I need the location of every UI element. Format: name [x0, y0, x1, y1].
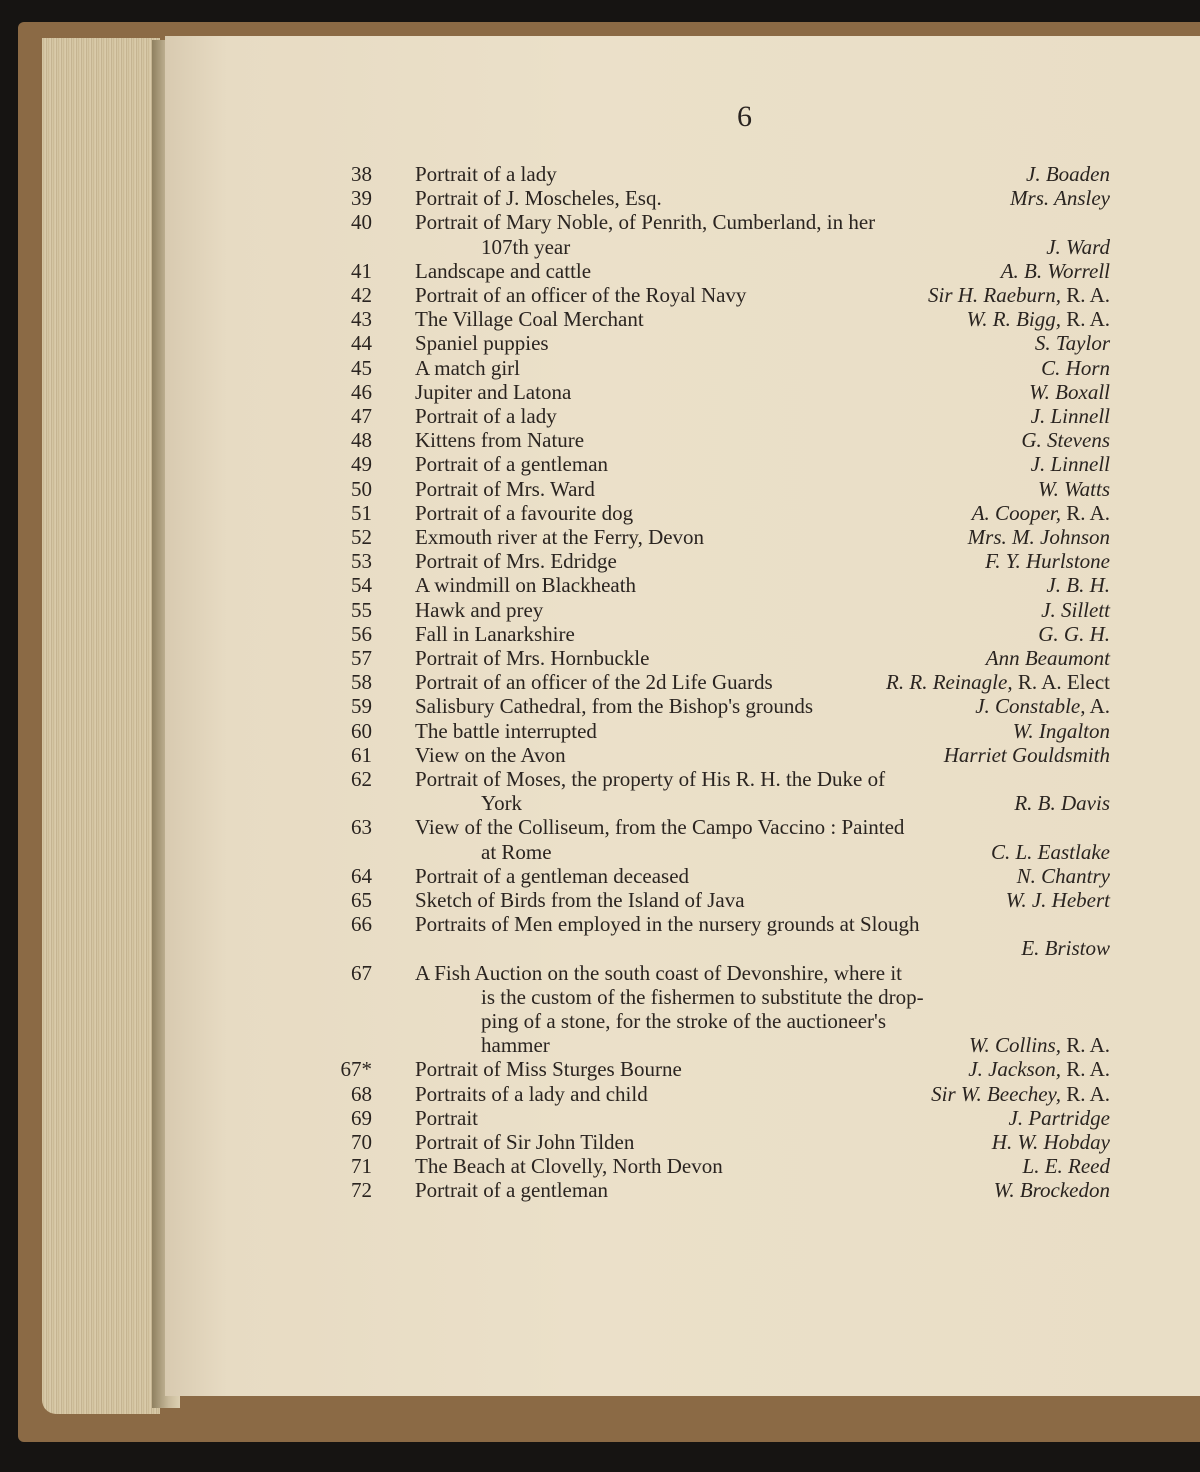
entry-artist: J. Sillett — [1041, 597, 1110, 622]
catalogue-entry — [165, 186, 1200, 212]
entry-artist: W. Boxall — [1029, 379, 1110, 404]
catalogue-entry — [165, 477, 1200, 503]
entry-honours: R. A. — [1060, 283, 1110, 307]
entry-title: Portrait of Miss Sturges Bourne — [415, 1057, 682, 1082]
entry-number: 40 — [351, 210, 372, 235]
entry-title: Sketch of Birds from the Island of Java — [415, 888, 745, 912]
entry-title: Portrait of Sir John Tilden — [415, 1130, 635, 1154]
entry-title: A windmill on Blackheath — [415, 573, 637, 598]
artist-line — [165, 936, 1200, 962]
continuation-text: is the custom of the fishermen to substitute the drop- — [481, 984, 924, 1009]
entry-number: 64 — [351, 863, 372, 888]
catalogue-entry — [165, 501, 1200, 527]
entry-artist: J. Linnell — [1030, 452, 1110, 477]
catalogue-entry — [165, 694, 1200, 720]
entry-artist: W. Watts — [1038, 476, 1110, 501]
catalogue-entry — [165, 331, 1200, 357]
continuation-text: hammer — [481, 1033, 550, 1058]
entry-artist: Mrs. M. Johnson — [967, 525, 1110, 549]
entry-number: 43 — [351, 307, 372, 332]
entry-number: 39 — [351, 186, 372, 211]
entry-title: Portrait of Mrs. Edridge — [415, 549, 617, 574]
entry-number: 50 — [351, 476, 372, 501]
entry-title: Fall in Lanarkshire — [415, 621, 575, 646]
catalogue-entry — [165, 162, 1200, 188]
catalogue-entry — [165, 864, 1200, 890]
entry-artist: Mrs. Ansley — [1010, 186, 1110, 211]
catalogue-entry — [165, 1057, 1200, 1083]
entry-artist: S. Taylor — [1034, 331, 1110, 356]
entry-number: 49 — [351, 452, 372, 477]
entry-title: Exmouth river at the Ferry, Devon — [415, 525, 705, 549]
entry-artist: C. Horn — [1041, 355, 1110, 380]
entry-number: 51 — [351, 500, 372, 525]
entry-number: 66 — [351, 912, 372, 937]
catalogue-entry — [165, 1106, 1200, 1132]
entry-artist: F. Y. Hurlstone — [985, 549, 1110, 574]
catalogue-entry — [165, 259, 1200, 285]
entry-number: 45 — [351, 355, 372, 380]
entry-honours: R. A. — [1060, 1057, 1110, 1082]
entry-number: 57 — [351, 646, 372, 670]
entry-artist: A. Cooper, R. A. — [971, 500, 1110, 525]
catalogue-entry — [165, 815, 1200, 841]
entry-number: 67 — [351, 960, 372, 985]
catalogue-entry — [165, 719, 1200, 745]
entry-number: 46 — [351, 379, 372, 404]
entry-title: Portrait of Mary Noble, of Penrith, Cumberland, in her — [415, 210, 876, 235]
entry-artist: J. Linnell — [1030, 404, 1110, 428]
entry-title: Jupiter and Latona — [415, 379, 572, 404]
entry-title: Portrait of a gentleman — [415, 452, 609, 477]
entry-honours: R. A. — [1060, 1081, 1110, 1106]
entry-number: 65 — [351, 888, 372, 912]
entry-artist: J. B. H. — [1046, 573, 1110, 598]
entry-title: Landscape and cattle — [415, 258, 592, 283]
catalogue-entry — [165, 1154, 1200, 1180]
continuation-text: York — [481, 791, 523, 816]
entry-artist: H. W. Hobday — [991, 1130, 1110, 1154]
catalogue-entry — [165, 912, 1200, 938]
entry-title: Portrait of Mrs. Ward — [415, 476, 595, 501]
entry-number: 56 — [351, 621, 372, 646]
entry-artist: E. Bristow — [1021, 936, 1110, 961]
entry-artist: J. Jackson, R. A. — [968, 1057, 1110, 1082]
entry-title: Hawk and prey — [415, 597, 544, 622]
artist-line — [165, 1033, 1200, 1059]
entry-title: Portraits of Men employed in the nursery grounds at Slough — [415, 912, 920, 937]
continuation-text: ping of a stone, for the stroke of the auctioneer's — [481, 1009, 886, 1033]
entry-title: Spaniel puppies — [415, 331, 549, 356]
entry-artist: R. R. Reinagle, R. A. Elect — [886, 670, 1110, 695]
catalogue-entry — [165, 767, 1200, 793]
entry-number: 62 — [351, 767, 372, 791]
entry-artist: Harriet Gouldsmith — [943, 742, 1110, 767]
catalogue-entry — [165, 598, 1200, 624]
page-number: 6 — [737, 100, 752, 133]
catalogue-entry — [165, 1082, 1200, 1108]
entry-honours: R. A. — [1060, 307, 1110, 332]
entry-artist: L. E. Reed — [1022, 1154, 1110, 1179]
entry-artist: J. Ward — [1046, 234, 1110, 259]
entry-artist: W. R. Bigg, R. A. — [966, 307, 1110, 332]
catalogue-entry — [165, 549, 1200, 575]
entry-number: 68 — [351, 1081, 372, 1106]
catalogue-entry — [165, 452, 1200, 478]
entry-artist: N. Chantry — [1016, 863, 1110, 888]
entry-artist: G. G. H. — [1038, 621, 1110, 646]
catalogue-entry — [165, 525, 1200, 551]
entry-number: 38 — [351, 162, 372, 186]
entry-artist: A. B. Worrell — [1000, 258, 1110, 283]
entry-title: Kittens from Nature — [415, 428, 585, 453]
entry-honours: R. A. — [1060, 500, 1110, 525]
catalogue-entry — [165, 961, 1200, 987]
entry-number: 69 — [351, 1105, 372, 1130]
entry-title: The Village Coal Merchant — [415, 307, 644, 332]
catalogue-entry — [165, 380, 1200, 406]
entry-number: 59 — [351, 694, 372, 719]
entry-number: 41 — [351, 258, 372, 283]
entry-title: Portrait — [415, 1105, 478, 1130]
entry-artist: W. Collins, R. A. — [968, 1033, 1110, 1058]
catalogue-entry — [165, 573, 1200, 599]
entry-continuation — [165, 985, 1200, 1011]
entry-number: 60 — [351, 718, 372, 743]
entry-title: Portrait of Moses, the property of His R. H. the Duke of — [415, 767, 886, 791]
entry-title: Portrait of a gentleman deceased — [415, 863, 690, 888]
catalogue-entry — [165, 622, 1200, 648]
entry-honours: R. A. Elect — [1012, 670, 1110, 695]
entry-artist: Ann Beaumont — [985, 646, 1110, 670]
entry-title: Portrait of a lady — [415, 162, 557, 186]
entry-number: 58 — [351, 670, 372, 695]
artist-line — [165, 235, 1200, 261]
entry-artist: R. B. Davis — [1014, 791, 1110, 816]
artist-line — [165, 840, 1200, 866]
entry-title: Portrait of an officer of the 2d Life Guards — [415, 670, 773, 695]
catalogue-entry — [165, 888, 1200, 914]
entry-number: 61 — [351, 742, 372, 767]
catalogue-entry — [165, 1130, 1200, 1156]
catalogue-entry — [165, 404, 1200, 430]
entry-artist: W. Brockedon — [993, 1178, 1110, 1203]
entry-number: 54 — [351, 573, 372, 598]
entry-artist: Sir H. Raeburn, R. A. — [927, 283, 1110, 307]
catalogue-entry — [165, 428, 1200, 454]
entry-title: A match girl — [415, 355, 520, 380]
continuation-text: 107th year — [481, 234, 571, 259]
entry-artist: G. Stevens — [1021, 428, 1110, 453]
entry-number: 42 — [351, 283, 372, 307]
page-edges — [42, 38, 160, 1414]
entry-number: 44 — [351, 331, 372, 356]
entry-number: 70 — [351, 1130, 372, 1154]
artist-line — [165, 791, 1200, 817]
entry-title: The Beach at Clovelly, North Devon — [415, 1154, 723, 1179]
entry-number: 72 — [351, 1178, 372, 1203]
catalogue-entry — [165, 670, 1200, 696]
entry-title: View on the Avon — [415, 742, 566, 767]
entry-artist: W. Ingalton — [1012, 718, 1110, 743]
catalogue-entry — [165, 307, 1200, 333]
entry-continuation — [165, 1009, 1200, 1035]
entry-title: Portrait of a lady — [415, 404, 557, 428]
entry-honours: R. A. — [1060, 1033, 1110, 1058]
entry-title: Portrait of a favourite dog — [415, 500, 634, 525]
entry-title: Portrait of Mrs. Hornbuckle — [415, 646, 650, 670]
catalogue-entry — [165, 210, 1200, 236]
catalogue-entry — [165, 356, 1200, 382]
entry-number: 47 — [351, 404, 372, 428]
entry-number: 71 — [351, 1154, 372, 1179]
entry-artist: J. Boaden — [1026, 162, 1110, 186]
catalogue-page — [165, 36, 1200, 1396]
entry-number: 48 — [351, 428, 372, 453]
entry-artist: W. J. Hebert — [1005, 888, 1110, 912]
entry-number: 63 — [351, 815, 372, 840]
entry-number: 52 — [351, 525, 372, 549]
catalogue-entry — [165, 743, 1200, 769]
entry-title: Portrait of a gentleman — [415, 1178, 609, 1203]
entry-title: Portrait of an officer of the Royal Navy — [415, 283, 747, 307]
entry-title: Portraits of a lady and child — [415, 1081, 648, 1106]
catalogue-entry — [165, 283, 1200, 309]
catalogue-entry — [165, 1178, 1200, 1204]
entry-artist: C. L. Eastlake — [991, 839, 1110, 864]
entry-artist: J. Constable, A. — [975, 694, 1110, 719]
entry-title: Salisbury Cathedral, from the Bishop's grounds — [415, 694, 814, 719]
entry-artist: Sir W. Beechey, R. A. — [931, 1081, 1110, 1106]
entry-title: The battle interrupted — [415, 718, 597, 743]
entry-title: View of the Colliseum, from the Campo Vaccino : Painted — [415, 815, 905, 840]
continuation-text: at Rome — [481, 839, 552, 864]
entry-number: 67* — [340, 1057, 372, 1082]
catalogue-entry — [165, 646, 1200, 672]
entry-number: 55 — [351, 597, 372, 622]
entry-honours: A. — [1085, 694, 1110, 719]
entry-number: 53 — [351, 549, 372, 574]
entry-title: A Fish Auction on the south coast of Devonshire, where it — [415, 960, 903, 985]
entry-title: Portrait of J. Moscheles, Esq. — [415, 186, 662, 211]
entry-artist: J. Partridge — [1008, 1105, 1110, 1130]
